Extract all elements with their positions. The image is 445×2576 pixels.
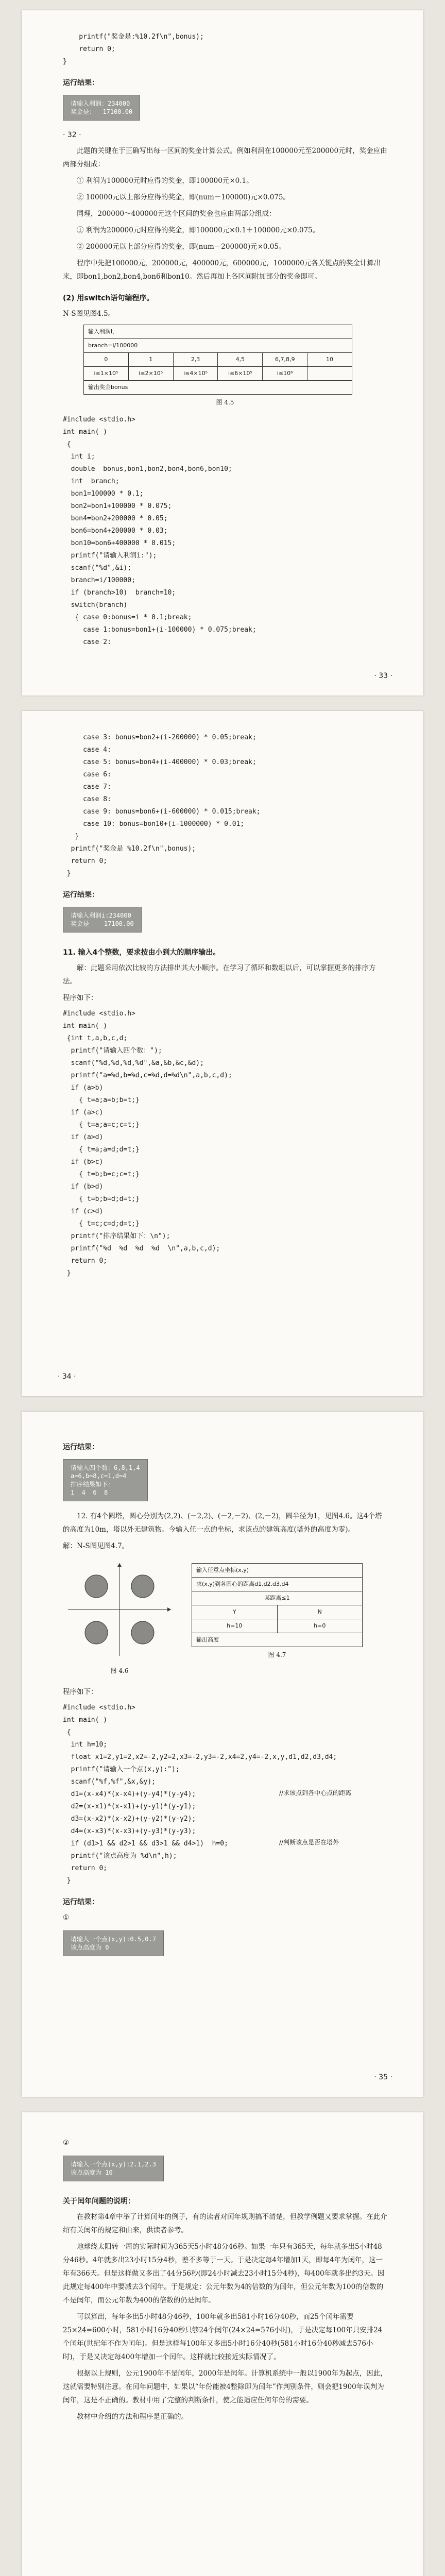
book-page-32-33 (22, 10, 423, 696)
figure-caption: 图 4.7 (268, 1651, 286, 1658)
ns-case: 4,5 (218, 353, 263, 366)
code-block: #include <stdio.h> int main( ) { int i; double bonus,bon1,bon2,bon4,bon6,bon10; int branch; bon1=100000 * 0.1; bon2=bon1+100000 * 0.075; bon4=bon2+200000 * 0.05; bon6=bon4+200000 * 0.03; bon10=bon6+400000 * 0.015; printf("请输入利润i:"); scanf("%d",&i); branch=i/100000; if (branch>10) branch=10; switch(branch) { case 0:bonus=i * 0.1;break; case 1:bonus=bon1+(i-100000) * 0.075;break; case 2: (63, 416, 256, 646)
ns-case-row (84, 353, 352, 367)
page-number: · 32 · (63, 131, 81, 139)
circles-diagram (63, 1558, 176, 1661)
ns-case: 1 (129, 353, 174, 366)
figure-caption: 图 4.6 (110, 1667, 129, 1674)
tower-circle (131, 1575, 154, 1598)
ns-row: 求(x,y)到各圆心的距离d1,d2,d3,d4 (192, 1578, 362, 1591)
ns-cond-empty (307, 367, 352, 380)
page-number: · 33 · (374, 672, 392, 680)
section-heading: 12. 有4个圆塔，圆心分别为(2,2)、(－2,2)、(－2,－2)、(2,－2)，圆半径为1，见图4.6。这4个塔的高度为10m，塔以外无建筑物。今输入任一点的坐标，求该点的建筑高度(塔外的高度为零)。 (63, 1512, 382, 1534)
ns-yn-row (192, 1605, 362, 1619)
ns-case: 10 (326, 356, 334, 363)
book-page-36 (22, 2112, 423, 2576)
page-number: · 35 · (374, 2073, 392, 2081)
ns-cond: i≤1×10⁵ (84, 367, 129, 380)
ns-row: 输入利润i， (84, 325, 352, 339)
list-item: ② 100000元以上部分应得的奖金，即(num－100000)元×0.075。 (77, 193, 290, 201)
figure-row (63, 1558, 387, 1682)
ns-cond: i≤4×10⁵ (174, 367, 218, 380)
paragraph: 此题的关键在于正确写出每一区间的奖金计算公式。例如利润在100000元至200000元时，奖金应由两部分组成： (63, 147, 387, 168)
code-block: printf("奖金是:%10.2f\n",bonus); return 0; } (63, 33, 204, 65)
ns-no: N (317, 1608, 322, 1615)
run-output: 请输入利润：234000 奖金是： 17100.00 (63, 95, 140, 121)
code-intro: 程序如下： (63, 1688, 98, 1696)
run-label: 运行结果： (63, 1898, 99, 1906)
section-heading: 关于闰年问题的说明： (63, 2197, 135, 2206)
ns-cond-row (84, 367, 352, 381)
y-arrow (117, 1563, 122, 1567)
ns-yes: Y (192, 1605, 278, 1619)
ns-diagram (192, 1563, 363, 1647)
book-page-35 (22, 1412, 423, 2097)
ns-diagram (83, 325, 352, 395)
tower-circle (85, 1621, 108, 1644)
code-block: case 3: bonus=bon2+(i-200000) * 0.05;break; case 4: case 5: bonus=bon4+(i-400000) * 0.03;break; case 6: case 7: case 8: case 9: bonus=bon6+(i-600000) * 0.015;break; case 10: bonus=bon10+(i-1000000) * 0.01; } printf("奖金是 %10.2f\n",bonus); return 0; } (66, 734, 261, 877)
list-item: ① 利润为100000元时应得的奖金，即100000元×0.1。 (77, 177, 253, 185)
code-block: #include <stdio.h> int main( ) {int t,a,b,c,d; printf("请输入四个数："); scanf("%d,%d,%d,%d",&a,&b,&c,&d); printf("a=%d,b=%d,c=%d,d=%d\n",a,b,c,d); if (a>b) { t=a;a=b;b=t;} if (a>c) { t=a;a=c;c=t;} if (a>d) { t=a;a=d;d=t;} if (b>c) { t=b;b=c;c=t;} if (b>d) { t=b;b=d;d=t;} if (c>d) { t=c;c=d;d=t;} printf("排序结果如下：\n"); printf("%d %d %d %d \n",a,b,c,d); return 0; } (63, 1010, 232, 1277)
paragraph: 可以算出，每年多出5小时48分46秒，100年就多出581小时16分40秒，而25个闰年需要25×24=600小时，581小时16分40秒只够24个闰年(24×24=576小时)，于是决定每100年只安排24个闰年(世纪年不作为闰年)。但是这样每100年又多出5小时16分40秒(581小时16分40秒减去576小时)，于是又决定每400年增加一个闰年。这样就比较接近实际情况了。 (63, 2313, 383, 2361)
list-item: ② 200000元以上部分应得的奖金，即(num－200000)元×0.05。 (77, 243, 286, 251)
run-output: 请输入一个点(x,y):0.5,0.7 该点高度为 0 (63, 1930, 164, 1956)
code-comment: //求该点到各中心点的距离 (279, 1789, 352, 1797)
section-heading: (2) 用switch语句编程序。 (63, 294, 154, 302)
ns-case: 2,3 (174, 353, 218, 366)
list-item: ① 利润为200000元时应得的奖金，即100000元×0.1＋100000元×0.075。 (77, 226, 320, 234)
paragraph: 同理，200000～400000元这个区间的奖金也应由两部分组成： (77, 210, 276, 218)
ns-row: 输出奖金bonus (88, 384, 128, 391)
ns-row: 输出高度 (196, 1636, 219, 1643)
figure-4-7 (192, 1558, 363, 1666)
code-wrap (63, 1702, 387, 1887)
paragraph: 地球绕太阳转一周的实际时间为365天5小时48分46秒。如果一年只有365天，每年就多出5小时48分46秒。4年就多出23小时15分4秒，差不多等于一天。于是决定每4年增加1天，即每4年为闰年，这一年有366天。但是这样做又多出了44分56秒(即24小时减去23小时15分4秒)，每400年就多出约3天。因此规定每400年中要减去3个闰年。于是规定：公元年数为4的倍数的为闰年，但公元年数为100的倍数的不是闰年，而公元年数为400的倍数的仍是闰年。 (63, 2243, 385, 2304)
ns-h2: h=0 (314, 1622, 326, 1629)
ns-cond: i≤2×10⁵ (129, 367, 174, 380)
run-item-number: ① (63, 1913, 70, 1922)
figure-intro: 解：N-S图见图4.7。 (63, 1542, 129, 1550)
page-number: · 34 · (58, 1372, 76, 1381)
ns-cond: i≤10⁶ (263, 367, 307, 380)
tower-circle (131, 1621, 154, 1644)
x-arrow (167, 1607, 171, 1612)
ns-cond: i≤6×10⁵ (218, 367, 263, 380)
code-intro: 程序如下： (63, 994, 98, 1002)
paragraph: 在教材第4章中举了计算闰年的例子，有的读者对闰年规则搞不清楚，但教学例题又要求掌握。在此介绍有关闰年的规定和由来，供读者参考。 (63, 2213, 387, 2234)
ns-case: 0 (84, 353, 129, 366)
figure-caption: 图 4.5 (216, 399, 234, 406)
paragraph: 教材中介绍的方法和程序是正确的。 (77, 2413, 188, 2421)
paragraph: 根据以上规则，公元1900年不是闰年，2000年是闰年。计算机系统中一般以1900年为起点，因此，这就需要特别注意。在闰年问题中，如果以“年份能被4整除即为闰年”作判别条件，则会把1900年误判为闰年，这是不正确的。教材中用了完整的判断条件，使之能适应任何年份的需要。 (63, 2369, 387, 2404)
run-output: 请输入利润i:234000 奖金是 17100.00 (63, 907, 142, 933)
run-label: 运行结果： (63, 1443, 99, 1451)
ns-case: 6,7,8,9 (263, 353, 307, 366)
book-page-34 (22, 711, 423, 1396)
ns-row: branch=i/100000 (84, 339, 352, 353)
tower-circle (85, 1575, 108, 1598)
ns-row: 输入任意点坐标(x,y) (192, 1564, 362, 1578)
ns-condition: 某距离≤1 (192, 1591, 362, 1605)
figure-intro: N-S图见图4.5。 (63, 310, 115, 318)
paragraph: 程序中先把100000元，200000元，400000元，600000元，1000000元各关键点的奖金计算出来，即bon1,bon2,bon4,bon6和bon10。然后再加上各区间附加部分的奖金即可。 (63, 259, 381, 281)
section-heading: 11. 输入4个整数，要求按由小到大的顺序输出。 (63, 948, 220, 957)
figure-4-6 (63, 1558, 176, 1682)
run-output: 请输入一个点(x,y):2.1,2.3 该点高度为 10 (63, 2156, 164, 2181)
run-label: 运行结果： (63, 891, 99, 899)
run-output: 请输入四个数：6,8,1,4 a=6,b=8,c=1,d=4 排序结果如下： 1 4 6 8 (63, 1459, 148, 1501)
code-comment: //判断该点是否在塔外 (279, 1839, 339, 1846)
ns-branch-row (192, 1619, 362, 1633)
run-item-number: ② (63, 2139, 70, 2147)
paragraph: 解：此题采用依次比较的方法排出其大小顺序。在学习了循环和数组以后，可以掌握更多的排序方法。 (63, 964, 376, 986)
ns-h1: h=10 (192, 1619, 278, 1633)
code-block: #include <stdio.h> int main( ) { int h=10; float x1=2,y1=2,x2=-2,y2=2,x3=-2,y3=-2,x4=2,y4=-2,x,y,d1,d2,d3,d4; printf("请输入一个点(x,y):"); scanf("%f,%f",&x,&y); d1=(x-x4)*(x-x4)+(y-y4)*(y-y4); d2=(x-x1)*(x-x1)+(y-y1)*(y-y1); d3=(x-x2)*(x-x2)+(y-y2)*(y-y2); d4=(x-x3)*(x-x3)+(y-y3)*(y-y3); if (d1>1 && d2>1 && d3>1 && d4>1) h=0; printf("该点高度为 %d\n",h); return 0; } (63, 1704, 337, 1885)
run-label: 运行结果： (63, 79, 99, 87)
